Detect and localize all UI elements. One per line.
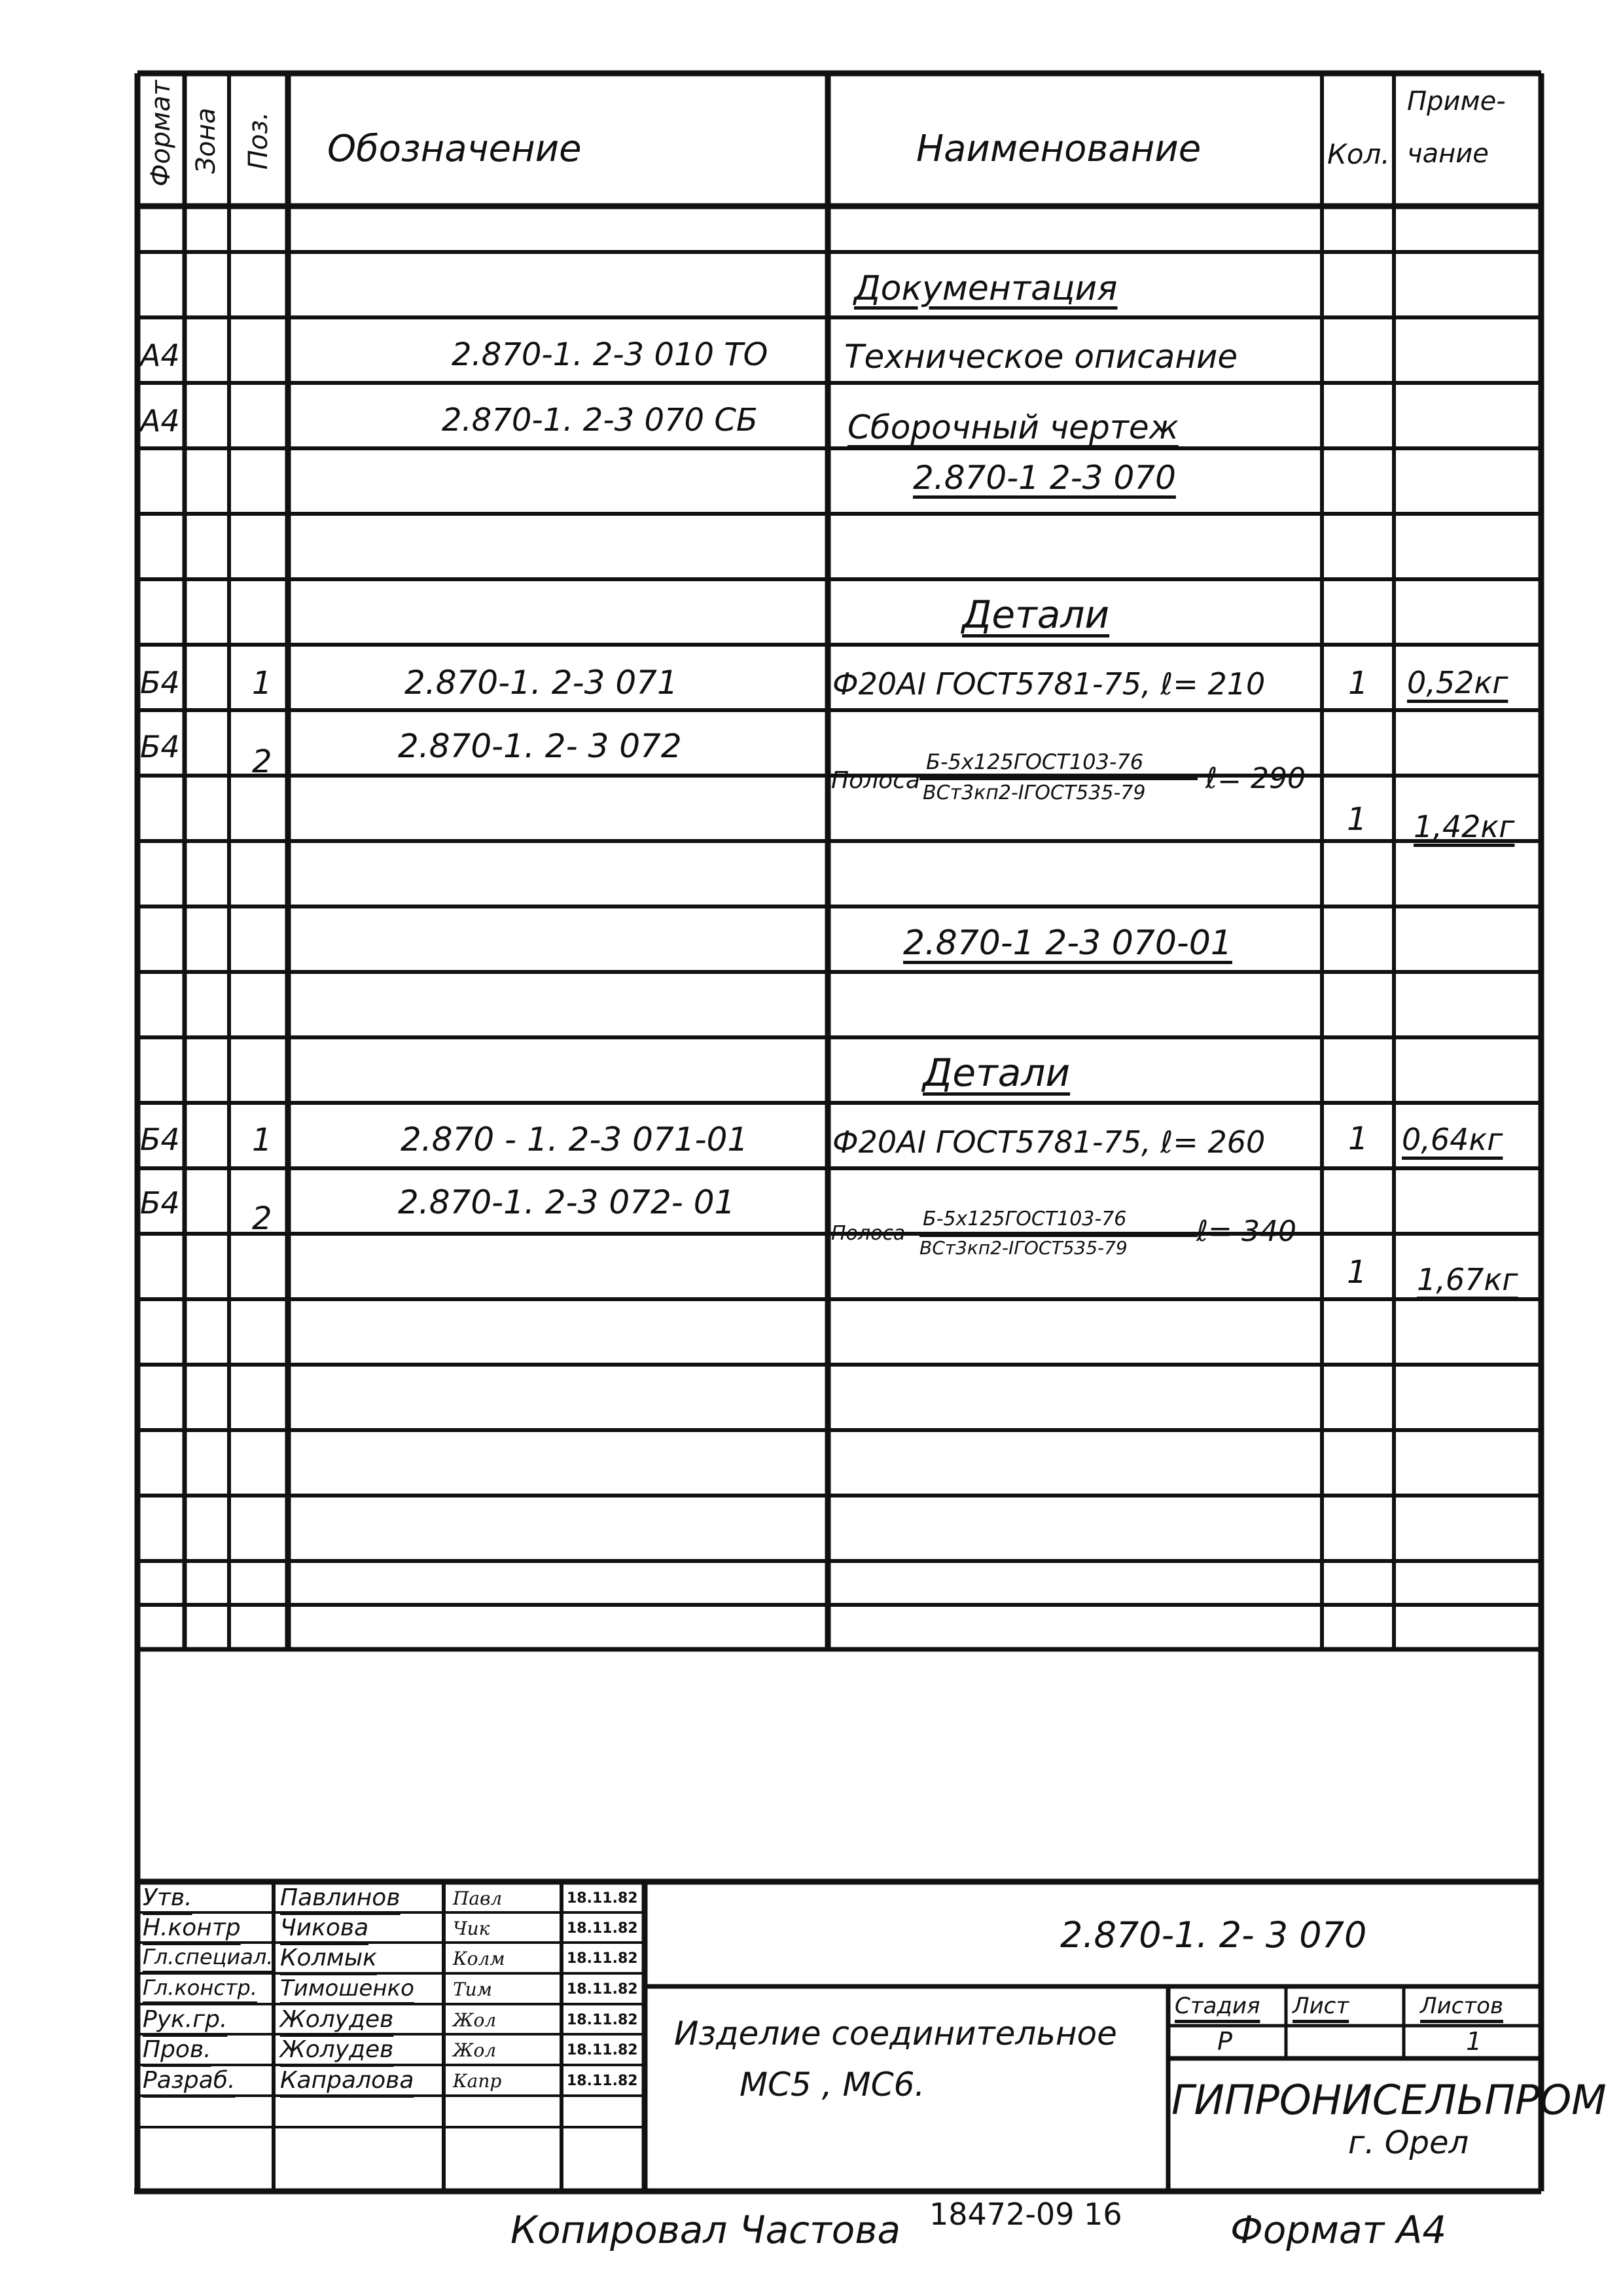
header-zone: Зона xyxy=(191,107,221,174)
role-group-lead: Рук.гр. xyxy=(143,2006,228,2033)
role-chief-specialist: Гл.специал. xyxy=(143,1945,274,1969)
sheets-value: 1 xyxy=(1466,2027,1482,2056)
role-norm-control: Н.контр xyxy=(143,1914,241,1941)
copied-by: Копировал Частова xyxy=(510,2208,901,2252)
name-developed: Капралова xyxy=(280,2067,414,2094)
row8-name-suffix: ℓ= 290 xyxy=(1205,762,1306,795)
row2-designation: 2.870-1. 2-3 010 ТО xyxy=(452,336,768,373)
date: 18.11.82 xyxy=(567,1981,638,1998)
stage-label: Стадия xyxy=(1175,1993,1260,2019)
row3-name: Сборочный чертеж xyxy=(847,408,1179,446)
row14-qty: 1 xyxy=(1348,1121,1368,1157)
row14-name: Ф20АI ГОСТ5781-75, ℓ= 260 xyxy=(832,1124,1266,1160)
row8-name-denominator: ВСт3кп2-IГОСТ535-79 xyxy=(923,781,1146,804)
row15-name-numerator: Б-5х125ГОСТ103-76 xyxy=(923,1208,1127,1230)
row9-qty: 1 xyxy=(1347,801,1367,838)
row7-pos: 1 xyxy=(252,665,272,702)
row4-name: 2.870-1 2-3 070 xyxy=(913,459,1176,497)
signature: Павл xyxy=(453,1888,503,1909)
row7-format: Б4 xyxy=(140,665,180,700)
role-approved: Утв. xyxy=(143,1884,192,1911)
signature: Тим xyxy=(453,1979,492,2000)
row15-name-denominator: ВСт3кп2-IГОСТ535-79 xyxy=(919,1237,1128,1259)
row7-designation: 2.870-1. 2-3 071 xyxy=(404,664,678,702)
row11-name: 2.870-1 2-3 070-01 xyxy=(903,924,1232,963)
signature: Жол xyxy=(453,2039,497,2061)
header-format: Формат xyxy=(146,80,176,187)
row2-name: Техническое описание xyxy=(844,338,1238,376)
date: 18.11.82 xyxy=(567,2012,638,2028)
row15-designation: 2.870-1. 2-3 072- 01 xyxy=(398,1183,736,1221)
signature: Колм xyxy=(453,1948,505,1969)
row7-note: 0,52кг xyxy=(1407,665,1508,700)
row8-pos: 2 xyxy=(252,744,272,780)
row16-note: 1,67кг xyxy=(1417,1262,1518,1297)
row2-format: А4 xyxy=(140,338,180,373)
name-chief-designer: Тимошенко xyxy=(280,1975,414,2001)
row15-format: Б4 xyxy=(140,1185,180,1221)
sheets-label: Листов xyxy=(1420,1993,1504,2019)
date: 18.11.82 xyxy=(567,1920,638,1937)
section-parts-1: Детали xyxy=(962,592,1110,637)
role-developed: Разраб. xyxy=(143,2067,236,2094)
row14-pos: 1 xyxy=(252,1122,272,1158)
name-group-lead: Жолудев xyxy=(280,2006,394,2033)
header-pos: Поз. xyxy=(243,111,274,170)
format-a4: Формат А4 xyxy=(1230,2208,1447,2252)
name-approved: Павлинов xyxy=(280,1884,401,1911)
role-chief-designer: Гл.констр. xyxy=(143,1975,257,2000)
date: 18.11.82 xyxy=(567,2073,638,2089)
row7-name: Ф20АI ГОСТ5781-75, ℓ= 210 xyxy=(832,666,1266,702)
organization-city: г. Орел xyxy=(1348,2125,1469,2161)
row3-designation: 2.870-1. 2-3 070 СБ xyxy=(442,402,758,439)
signature: Капр xyxy=(453,2070,502,2092)
date: 18.11.82 xyxy=(567,1890,638,1907)
row9-note: 1,42кг xyxy=(1414,809,1515,844)
row15-pos: 2 xyxy=(252,1200,272,1237)
row8-name-numerator: Б-5х125ГОСТ103-76 xyxy=(926,749,1144,774)
name-checked: Жолудев xyxy=(280,2036,394,2063)
header-note-2: чание xyxy=(1407,139,1489,169)
row3-format: А4 xyxy=(140,403,180,439)
product-name-line-2: МС5 , МС6. xyxy=(740,2066,925,2104)
organization-name: ГИПРОНИСЕЛЬПРОМ xyxy=(1171,2076,1607,2124)
signature: Жол xyxy=(453,2009,497,2031)
doc-number: 18472-09 16 xyxy=(929,2197,1122,2232)
row15-name-prefix: Полоса xyxy=(831,1222,906,1245)
section-documentation: Документация xyxy=(854,269,1118,308)
product-name-line-1: Изделие соединительное xyxy=(674,2015,1117,2053)
header-qty: Кол. xyxy=(1327,138,1390,170)
role-checked: Пров. xyxy=(143,2036,211,2063)
header-designation: Обозначение xyxy=(327,128,582,170)
document-code: 2.870-1. 2- 3 070 xyxy=(1060,1914,1367,1956)
section-parts-2: Детали xyxy=(923,1050,1071,1095)
sheet-label: Лист xyxy=(1293,1993,1349,2019)
row14-format: Б4 xyxy=(140,1122,180,1157)
row7-qty: 1 xyxy=(1348,665,1368,702)
row8-format: Б4 xyxy=(140,729,180,764)
row14-designation: 2.870 - 1. 2-3 071-01 xyxy=(401,1121,749,1158)
row8-name-prefix: Полоса xyxy=(831,767,920,794)
row8-designation: 2.870-1. 2- 3 072 xyxy=(398,727,682,765)
header-note-1: Приме- xyxy=(1407,86,1506,117)
name-chief-specialist: Колмык xyxy=(280,1945,377,1971)
header-name: Наименование xyxy=(916,128,1202,170)
date: 18.11.82 xyxy=(567,1950,638,1967)
name-norm-control: Чикова xyxy=(280,1914,369,1941)
row15-name-suffix: ℓ= 340 xyxy=(1196,1215,1297,1248)
signature: Чик xyxy=(453,1918,490,1939)
date: 18.11.82 xyxy=(567,2042,638,2058)
row16-qty: 1 xyxy=(1347,1254,1367,1291)
row14-note: 0,64кг xyxy=(1402,1122,1503,1157)
stage-value: Р xyxy=(1217,2027,1232,2056)
